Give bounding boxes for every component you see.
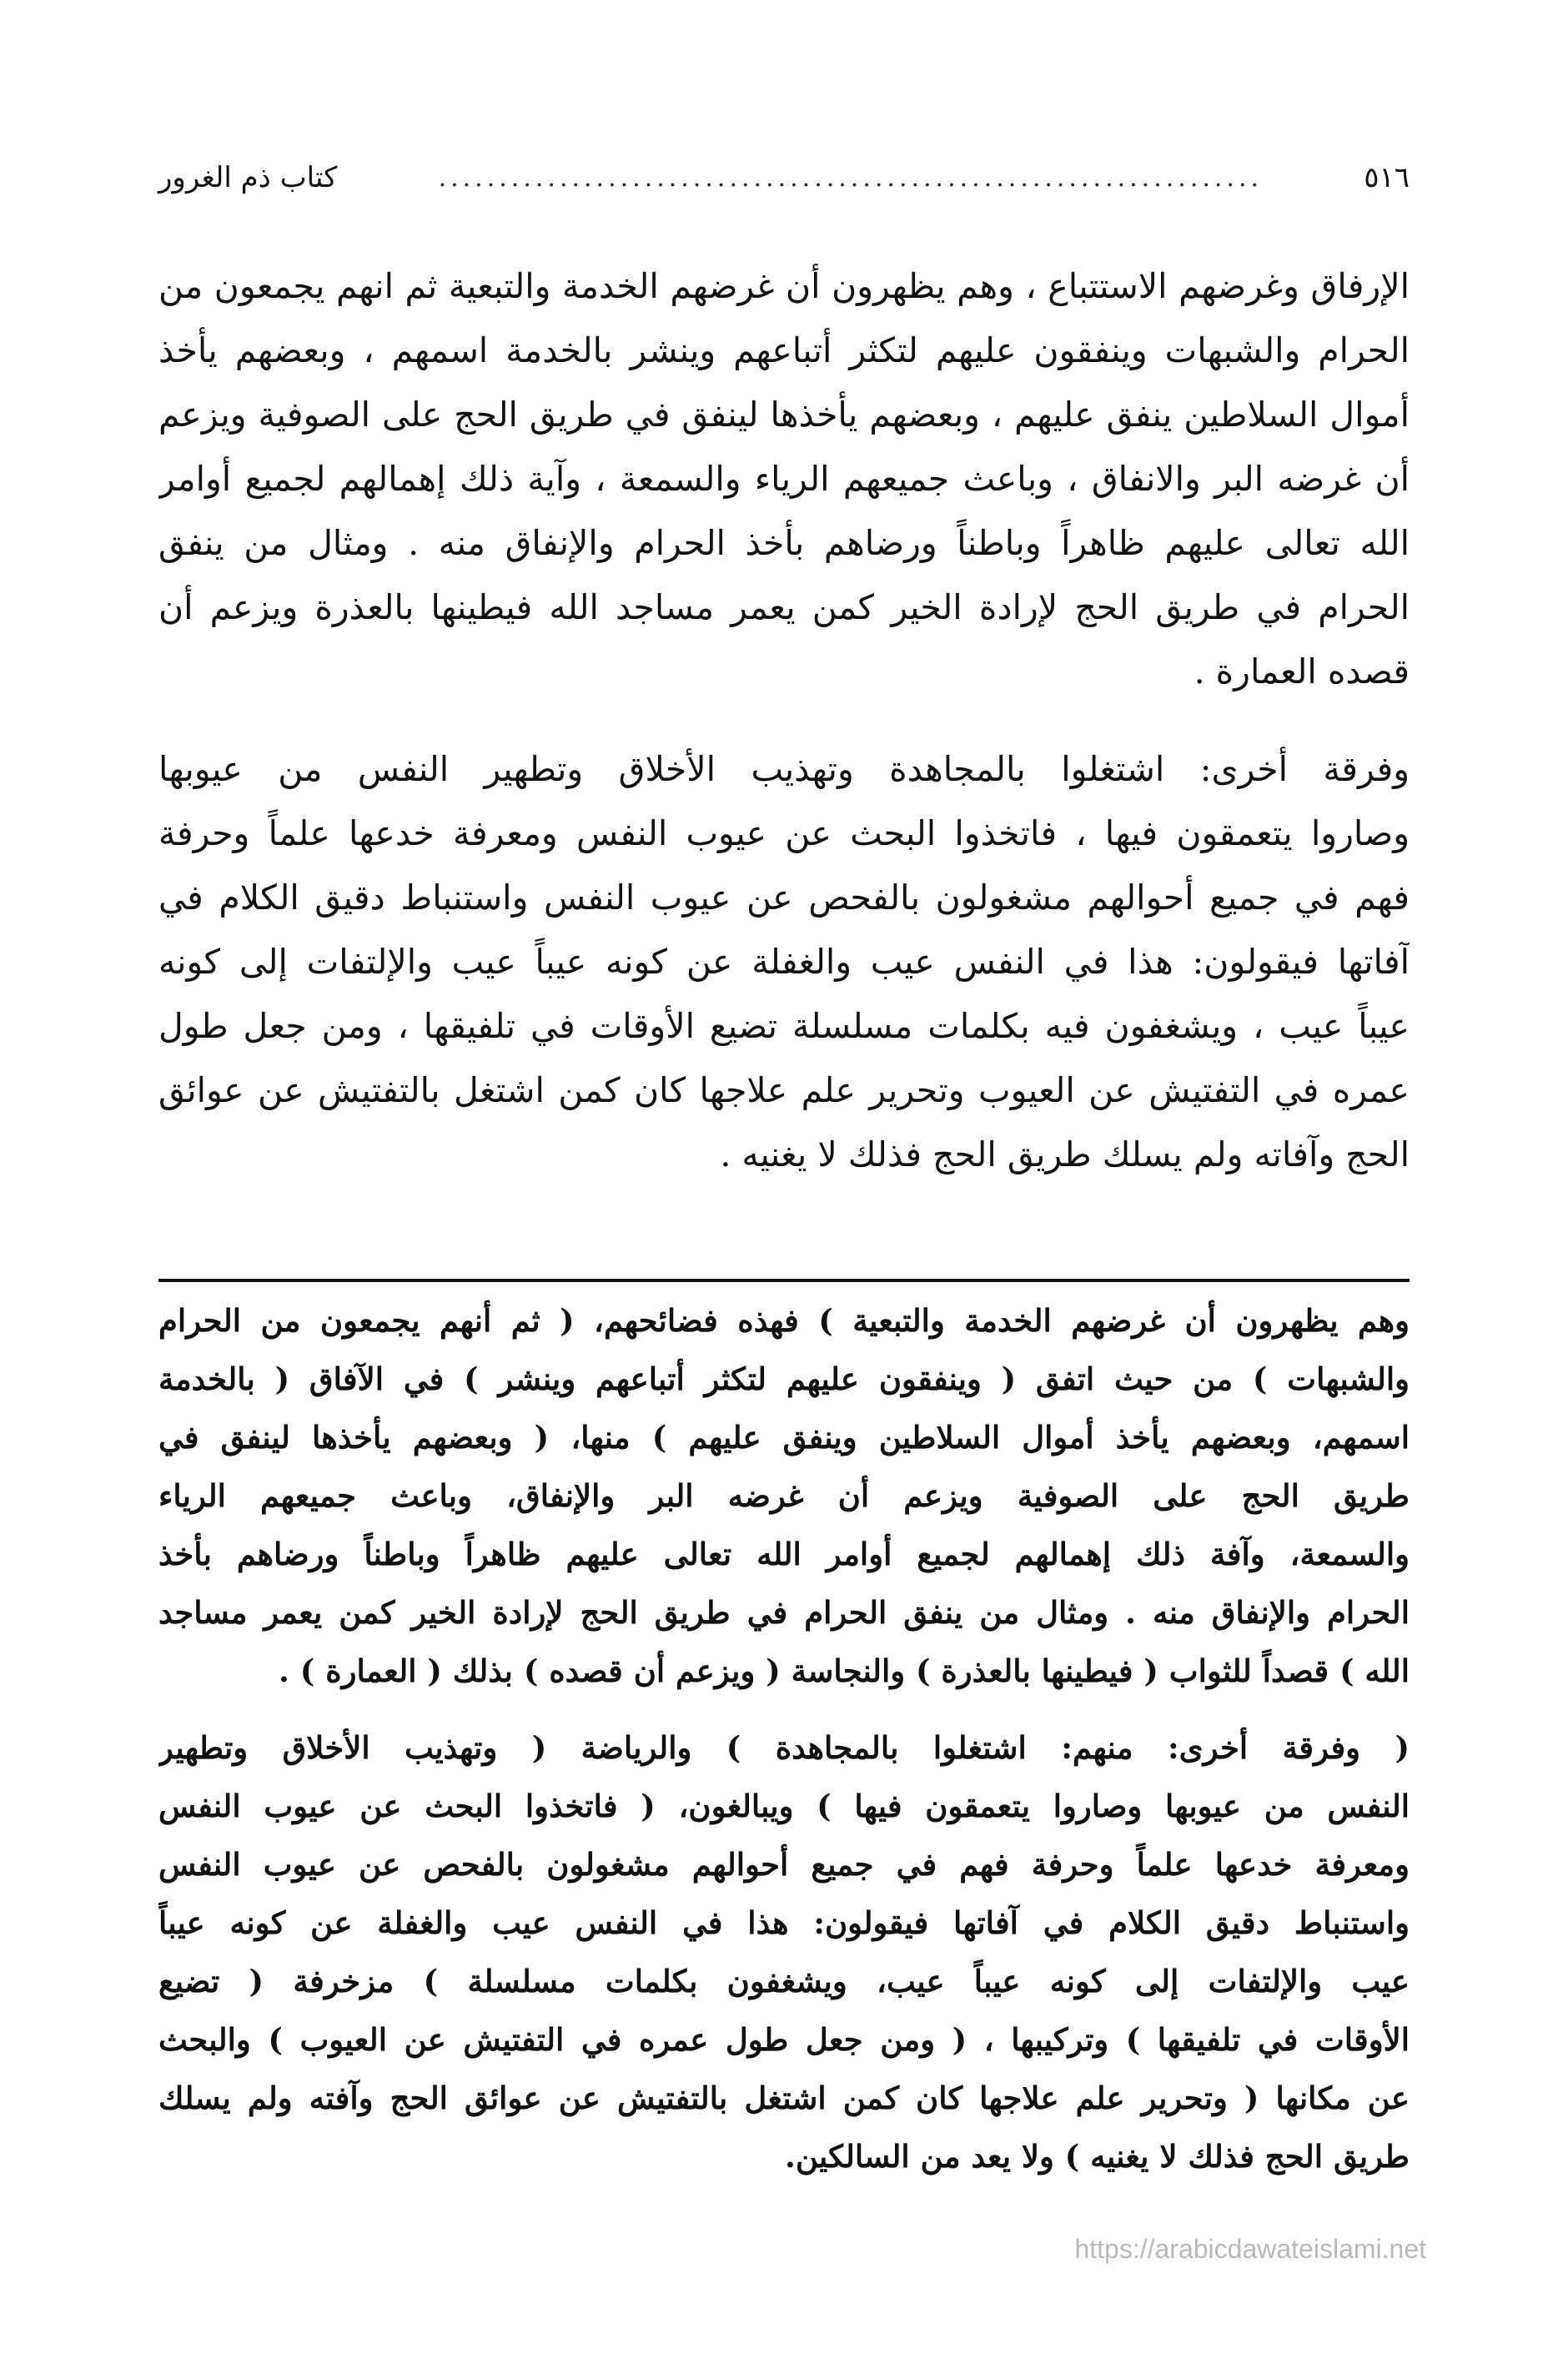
- text-line: الحرام والإنفاق منه . ومثال من ينفق الحرام في طريق الحج لإرادة الخير كمن يعمر مساجد: [158, 1594, 1410, 1631]
- page-number: ٥١٦: [1364, 161, 1410, 194]
- text-line: عن مكانها ( وتحرير علم علاجها كان كمن اشتغل بالتفتيش عن عوائق الحج وآفته ولم يسلك: [158, 2080, 1410, 2116]
- text-line: الإرفاق وغرضهم الاستتباع ، وهم يظهرون أن غرضهم الخدمة والتبعية ثم انهم يجمعون من: [158, 266, 1410, 306]
- text-line: طريق الحج على الصوفية ويزعم أن غرضه البر والإنفاق، وباعث جميعهم الرياء: [158, 1477, 1410, 1514]
- running-title: كتاب ذم الغرور: [158, 161, 338, 194]
- text-line: النفس من عيوبها وصاروا يتعمقون فيها ) ويبالغون، ( فاتخذوا البحث عن عيوب النفس: [158, 1788, 1410, 1824]
- text-line: فهم في جميع أحوالهم مشغولون بالفحص عن عيوب النفس واستنباط دقيق الكلام في: [158, 878, 1410, 918]
- text-line: وصاروا يتعمقون فيها ، فاتخذوا البحث عن عيوب النفس ومعرفة خدعها علماً وحرفة: [158, 813, 1410, 853]
- text-line: ومعرفة خدعها علماً وحرفة فهم في جميع أحوالهم مشغولون بالفحص عن عيوب النفس: [158, 1846, 1410, 1883]
- text-line: وهم يظهرون أن غرضهم الخدمة والتبعية ) فهذه فضائحهم، ( ثم أنهم يجمعون من الحرام: [158, 1302, 1410, 1339]
- text-line: الله تعالى عليهم ظاهراً وباطناً ورضاهم بأخذ الحرام والإنفاق منه . ومثال من ينفق: [158, 523, 1410, 563]
- text-line: قصده العمارة .: [1194, 651, 1410, 692]
- text-line: اسمهم، وبعضهم يأخذ أموال السلاطين وينفق عليهم ) منها، ( وبعضهم يأخذها لينفق في: [158, 1419, 1410, 1456]
- text-line: الحرام والشبهات وينفقون عليهم لتكثر أتباعهم وينشر بالخدمة اسمهم ، وبعضهم يأخذ: [158, 330, 1410, 370]
- text-line: عيب والإلتفات إلى كونه عيباً عيب، ويشغفون بكلمات مسلسلة ) مزخرفة ( تضيع: [158, 1963, 1410, 1999]
- text-line: واستنباط دقيق الكلام في آفاتها فيقولون: هذا في النفس عيب والغفلة عن كونه عيباً: [158, 1904, 1410, 1941]
- text-line: والسمعة، وآفة ذلك إهمالهم لجميع أوامر الله تعالى عليهم ظاهراً وباطناً ورضاهم بأخذ: [158, 1536, 1410, 1572]
- divider-line: [158, 1279, 1410, 1282]
- text-line: والشبهات ) من حيث اتفق ( وينفقون عليهم لتكثر أتباعهم وينشر ) في الآفاق ( بالخدمة: [158, 1361, 1410, 1397]
- text-line: الله ) قصداً للثواب ( فيطينها بالعذرة ) والنجاسة ( ويزعم أن قصده ) بذلك ( العمارة ) .: [279, 1652, 1410, 1689]
- text-line: آفاتها فيقولون: هذا في النفس عيب والغفلة عن كونه عيباً عيب والإلتفات إلى كونه: [158, 942, 1410, 982]
- text-line: الأوقات في تلفيقها ) وتركيبها ، ( ومن جعل طول عمره في التفتيش عن العيوب ) والبحث: [158, 2021, 1410, 2058]
- text-line: طريق الحج فذلك لا يغنيه ) ولا يعد من السالكين.: [784, 2138, 1410, 2175]
- text-line: أن غرضه البر والانفاق ، وباعث جميعهم الرياء والسمعة ، وآية ذلك إهمالهم لجميع أوامر: [158, 459, 1410, 499]
- text-line: وفرقة أخرى: اشتغلوا بالمجاهدة وتهذيب الأخلاق وتطهير النفس من عيوبها: [158, 749, 1410, 789]
- text-line: ( وفرقة أخرى: منهم: اشتغلوا بالمجاهدة ) والرياضة ( وتهذيب الأخلاق وتطهير: [158, 1729, 1410, 1766]
- text-line: أموال السلاطين ينفق عليهم ، وبعضهم يأخذها لينفق في طريق الحج على الصوفية ويزعم: [158, 395, 1410, 435]
- text-line: عيباً عيب ، ويشغفون فيه بكلمات مسلسلة تضيع الأوقات في تلفيقها ، ومن جعل طول: [158, 1006, 1410, 1046]
- text-line: عمره في التفتيش عن العيوب وتحرير علم علاجها كان كمن اشتغل بالتفتيش عن عوائق: [158, 1070, 1410, 1110]
- main-paragraph: [158, 737, 1410, 1187]
- main-paragraph: [158, 254, 1410, 704]
- header-dots: ....................................................................: [438, 163, 1264, 193]
- commentary-paragraph: [158, 1291, 1410, 1700]
- page-header: [158, 148, 1410, 207]
- main-text: [158, 254, 1410, 1187]
- commentary-text: [158, 1291, 1410, 2185]
- commentary-paragraph: [158, 1718, 1410, 2185]
- watermark-url: https://arabicdawateislami.net: [1074, 2234, 1426, 2264]
- text-line: الحرام في طريق الحج لإرادة الخير كمن يعمر مساجد الله فيطينها بالعذرة ويزعم أن: [158, 587, 1410, 627]
- text-line: الحج وآفاته ولم يسلك طريق الحج فذلك لا يغنيه .: [720, 1134, 1410, 1174]
